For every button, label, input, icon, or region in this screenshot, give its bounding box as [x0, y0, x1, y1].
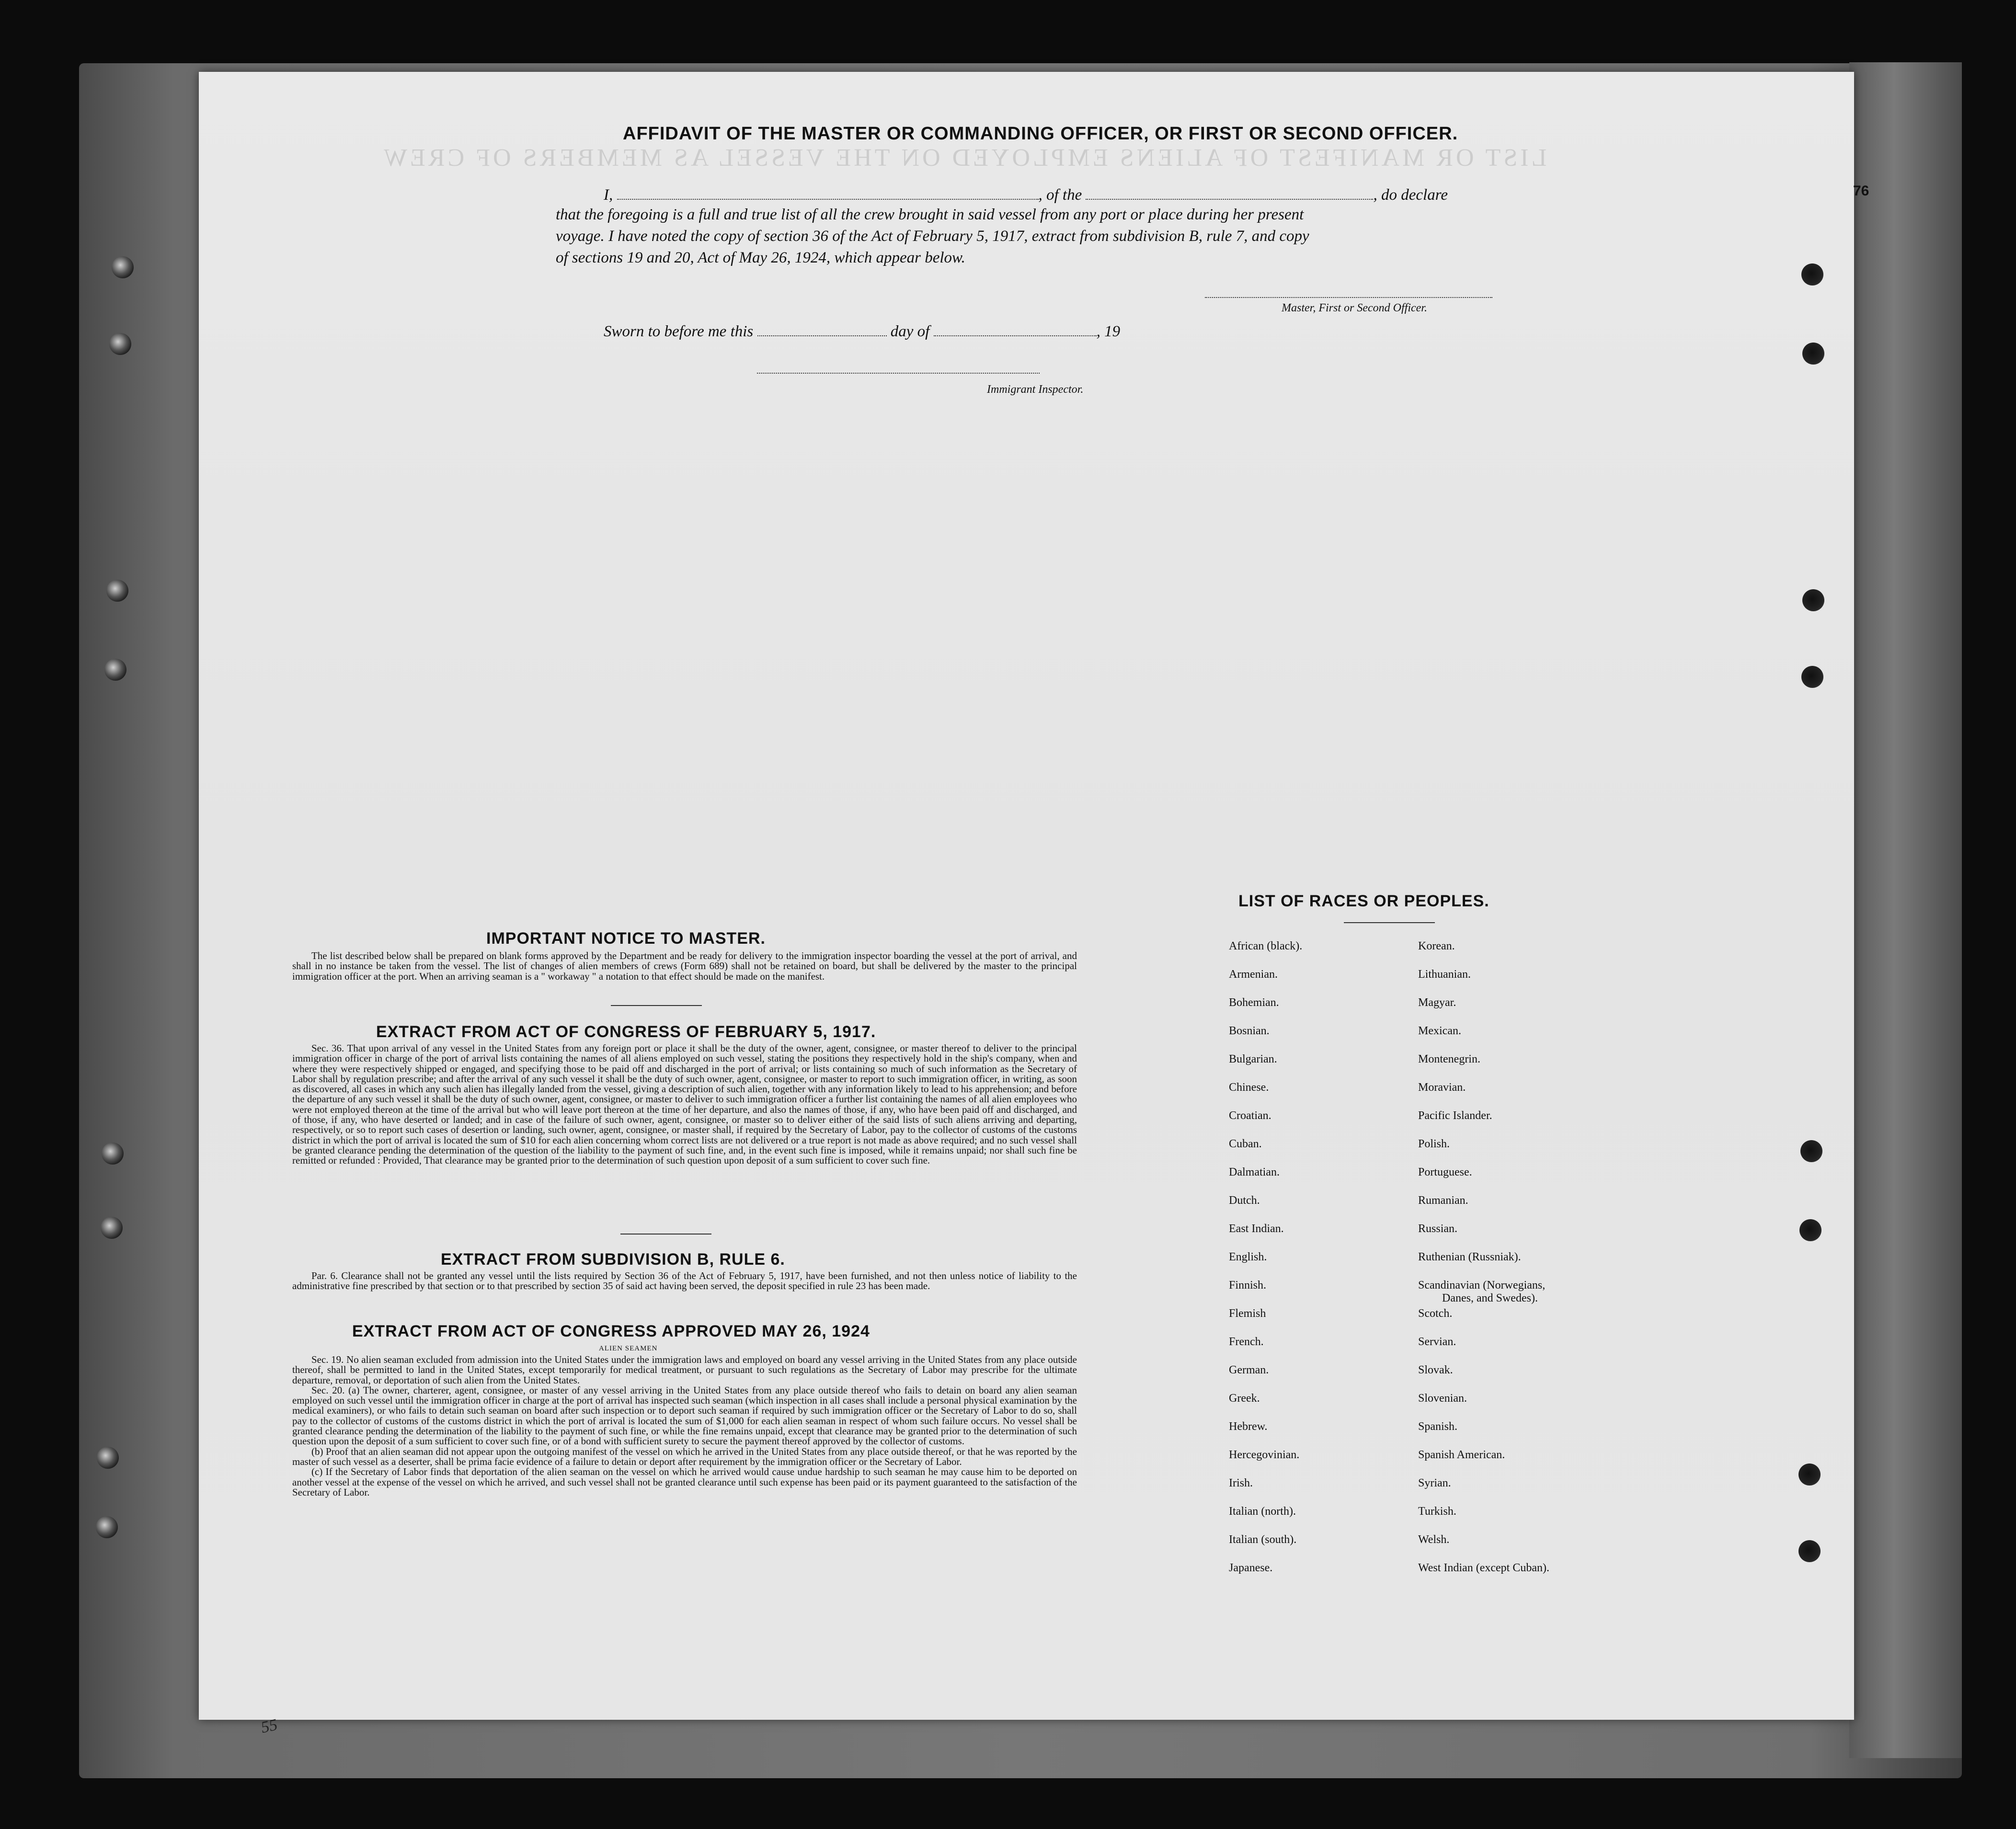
- binder-edge: [1849, 62, 1962, 1758]
- binder-hole: [1798, 1463, 1821, 1486]
- race-entry: Bulgarian.: [1229, 1053, 1277, 1065]
- binder-hole: [1801, 666, 1823, 688]
- race-entry: Syrian.: [1418, 1477, 1451, 1489]
- binder-hole: [104, 659, 126, 681]
- race-entry: Danes, and Swedes).: [1442, 1292, 1538, 1304]
- bleed-through: LIST OR MANIFEST OF ALIENS EMPLOYED ON THE VESSEL AS MEMBERS OF CREW: [381, 144, 1547, 171]
- affidavit-title: AFFIDAVIT OF THE MASTER OR COMMANDING OFFICER, OR FIRST OR SECOND OFFICER.: [623, 124, 1458, 144]
- binder-hole: [102, 1143, 124, 1165]
- affidavit-line-1: I, , of the , do declare: [604, 184, 1448, 204]
- race-entry: Magyar.: [1418, 996, 1456, 1009]
- master-signature-line: [1205, 297, 1492, 298]
- race-entry: Chinese.: [1229, 1081, 1269, 1094]
- binder-hole: [1799, 1219, 1821, 1241]
- inspector-signature-line: [757, 373, 1040, 374]
- master-caption: Master, First or Second Officer.: [1282, 302, 1427, 314]
- race-entry: Servian.: [1418, 1336, 1456, 1348]
- binder-hole: [112, 256, 134, 278]
- binder-hole: [97, 1447, 119, 1469]
- race-entry: West Indian (except Cuban).: [1418, 1562, 1549, 1574]
- binder-hole: [1802, 343, 1824, 365]
- race-entry: German.: [1229, 1364, 1269, 1376]
- extract-1924-title: EXTRACT FROM ACT OF CONGRESS APPROVED MAY 26, 1924: [352, 1322, 870, 1340]
- race-entry: Scotch.: [1418, 1307, 1453, 1320]
- race-entry: Hercegovinian.: [1229, 1449, 1300, 1461]
- affidavit-line-3: voyage. I have noted the copy of section 36 of the Act of February 5, 1917, extract from subdivision B, rule 7, and copy: [556, 228, 1309, 245]
- manifest-page: [199, 72, 1854, 1720]
- race-entry: Hebrew.: [1229, 1420, 1268, 1433]
- extract-1917-title: EXTRACT FROM ACT OF CONGRESS OF FEBRUARY 5, 1917.: [376, 1023, 876, 1041]
- races-title: LIST OF RACES OR PEOPLES.: [1238, 892, 1489, 910]
- race-entry: Italian (south).: [1229, 1533, 1297, 1546]
- binder-hole: [96, 1516, 118, 1538]
- sworn-line: Sworn to before me this day of , 19: [604, 321, 1120, 341]
- extract-1924-subtitle: ALIEN SEAMEN: [599, 1345, 658, 1352]
- race-entry: Bosnian.: [1229, 1025, 1270, 1037]
- extract-1924-body: Sec. 19. No alien seaman excluded from admission into the United States under the immigration laws and employed on board any vessel arriving in the United States from any place outside thereof, shall be permitted to land in the United States, except temporarily for medical treatment, or pursuant to such regulations as the Secretary of Labor may prescribe for the ultimate departure, removal, or deportation of such alien from the United States. Sec. 20. (a) The owner, charterer, agent, consignee, or master of any vessel arriving in the United States from any place outside thereof who fails to detain on board any alien seaman employed on such vessel until the immigration officer in charge at the port of arrival has inspected such seaman (which inspection in all cases shall include a personal physical examination by the medical examiners), or who fails to detain such seaman on board after such inspection or to deport such seaman if required by such immigration officer or the Secretary of Labor to do so, shall pay to the collector of customs of the customs district in which the port of arrival is located the sum of $1,000 for each alien seaman in respect of whom such failure occurs. No vessel shall be granted clearance pending the determination of the liability to the payment of such fine, or while the fine remains unpaid, except that clearance may be granted prior to the determination of such question upon the deposit of a sum sufficient to cover such fine, or of a bond with sufficient surety to secure the payment thereof approved by the collector of customs. (b) Proof that an alien seaman did not appear upon the outgoing manifest of the vessel on which he arrived in the United States from any place outside thereof, or that he was reported by the master of such vessel as a deserter, shall be prima facie evidence of a failure to detain or deport after requirement by the immigration officer or the Secretary of Labor. (c) If the Secretary of Labor finds that deportation of the alien seaman on the vessel on which he arrived would cause undue hardship to such seaman he may cause him to be deported on another vessel at the expense of the vessel on which he arrived, and such vessel shall not be granted clearance until such expense has been paid or its payment guaranteed to the satisfaction of the Secretary of Labor.: [292, 1354, 1077, 1498]
- race-entry: Scandinavian (Norwegians,: [1418, 1279, 1546, 1292]
- extract-rule6-title: EXTRACT FROM SUBDIVISION B, RULE 6.: [441, 1250, 785, 1269]
- extract-rule6-body: Par. 6. Clearance shall not be granted any vessel until the lists required by Section 36 of the Act of February 5, 1917, have been furnished, and not then unless notice of liability to the administrative fine prescribed by that section or to that prescribed by section 35 of said act having been served, the deposit specified in rule 23 has been made.: [292, 1270, 1077, 1292]
- affidavit-line-2: that the foregoing is a full and true list of all the crew brought in said vessel from any port or place during her present: [556, 206, 1304, 223]
- race-entry: Flemish: [1229, 1307, 1266, 1320]
- divider: [611, 1005, 702, 1006]
- race-entry: Slovak.: [1418, 1364, 1453, 1376]
- race-entry: Slovenian.: [1418, 1392, 1467, 1405]
- affidavit-line-4: of sections 19 and 20, Act of May 26, 1924, which appear below.: [556, 249, 965, 266]
- race-entry: Cuban.: [1229, 1138, 1262, 1150]
- race-entry: Dutch.: [1229, 1194, 1260, 1207]
- race-entry: Portuguese.: [1418, 1166, 1472, 1178]
- race-entry: Rumanian.: [1418, 1194, 1468, 1207]
- race-entry: Lithuanian.: [1418, 968, 1471, 981]
- race-entry: Korean.: [1418, 940, 1455, 952]
- race-entry: Spanish American.: [1418, 1449, 1505, 1461]
- race-entry: Greek.: [1229, 1392, 1260, 1405]
- extract-1917-body: Sec. 36. That upon arrival of any vessel in the United States from any foreign port or place it shall be the duty of the owner, agent, consignee, or master thereof to deliver to the principal immigration officer in charge of the port of arrival lists containing the names of all aliens employed on such vessel, stating the positions they respectively hold in the ship's company, when and where they were respectively shipped or engaged, and specifying those to be paid off and discharged in the port of arrival; or lists containing so much of such information as the Secretary of Labor shall by regulation prescribe; and after the arrival of any such vessel it shall be the duty of such owner, agent, consignee, or master to report to such immigration officer, in writing, as soon as discovered, all cases in which any such alien has illegally landed from the vessel, giving a description of such alien, together with any information likely to lead to his apprehension; and before the departure of any such vessel it shall be the duty of such owner, agent, consignee, or master to deliver to such immigration officer a further list containing the names of all alien employees who were not employed thereon at the time of the arrival but who will leave port thereon at the time of her departure, and also the names of those, if any, who have been paid off and discharged, and of those, if any, who have deserted or landed; and in case of the failure of such owner, agent, consignee, or master so to deliver either of the said lists of such aliens arriving and departing, respectively, or so to report such cases of desertion or landing, such owner, agent, consignee, or master shall, if required by the Secretary of Labor, pay to the collector of customs of the customs district in which the port of arrival is located the sum of $10 for each alien concerning whom correct lists are not delivered or a true report is not made as above required; and no such vessel shall be granted clearance pending the determination of the question of the liability to the payment of such fine, and, in the event such fine is imposed, while it remains unpaid; nor shall such fine be remitted or refunded : Provided, That clearance may be granted prior to the determination of such question upon deposit of a sum sufficient to cover such fine.: [292, 1042, 1077, 1166]
- race-entry: Croatian.: [1229, 1109, 1271, 1122]
- notice-body: The list described below shall be prepared on blank forms approved by the Department and be ready for delivery to the immigration inspector boarding the vessel at the port of arrival, and shall in no instance be taken from the vessel. The list of changes of alien members of crews (Form 689) shall not be retained on board, but shall be delivered by the master to the principal immigration officer at the port. When an arriving seaman is a " workaway " a notation to that effect should be made on the manifest.: [292, 950, 1077, 982]
- binder-hole: [106, 580, 128, 602]
- page-number: 76: [1853, 183, 1869, 199]
- race-entry: Ruthenian (Russniak).: [1418, 1251, 1521, 1263]
- binder-hole: [1800, 1140, 1822, 1162]
- divider: [620, 1234, 711, 1235]
- race-entry: Italian (north).: [1229, 1505, 1296, 1518]
- notice-title: IMPORTANT NOTICE TO MASTER.: [486, 929, 766, 948]
- race-entry: Polish.: [1418, 1138, 1450, 1150]
- margin-mark: 55: [259, 1715, 279, 1737]
- race-entry: Mexican.: [1418, 1025, 1461, 1037]
- binder-hole: [1798, 1540, 1821, 1562]
- race-entry: Pacific Islander.: [1418, 1109, 1492, 1122]
- binder-hole: [1802, 589, 1824, 611]
- race-entry: Japanese.: [1229, 1562, 1273, 1574]
- race-entry: English.: [1229, 1251, 1267, 1263]
- race-entry: French.: [1229, 1336, 1264, 1348]
- race-entry: Bohemian.: [1229, 996, 1279, 1009]
- race-entry: East Indian.: [1229, 1223, 1284, 1235]
- race-entry: Russian.: [1418, 1223, 1458, 1235]
- race-entry: Dalmatian.: [1229, 1166, 1280, 1178]
- race-entry: Spanish.: [1418, 1420, 1458, 1433]
- race-entry: Irish.: [1229, 1477, 1253, 1489]
- race-entry: African (black).: [1229, 940, 1303, 952]
- race-entry: Turkish.: [1418, 1505, 1456, 1518]
- binder-hole: [1801, 263, 1823, 286]
- divider: [1344, 922, 1435, 923]
- race-entry: Welsh.: [1418, 1533, 1450, 1546]
- race-entry: Finnish.: [1229, 1279, 1267, 1292]
- race-entry: Montenegrin.: [1418, 1053, 1480, 1065]
- binder-hole: [109, 333, 131, 355]
- inspector-caption: Immigrant Inspector.: [987, 383, 1084, 396]
- race-entry: Armenian.: [1229, 968, 1278, 981]
- binder-hole: [101, 1217, 123, 1239]
- race-entry: Moravian.: [1418, 1081, 1466, 1094]
